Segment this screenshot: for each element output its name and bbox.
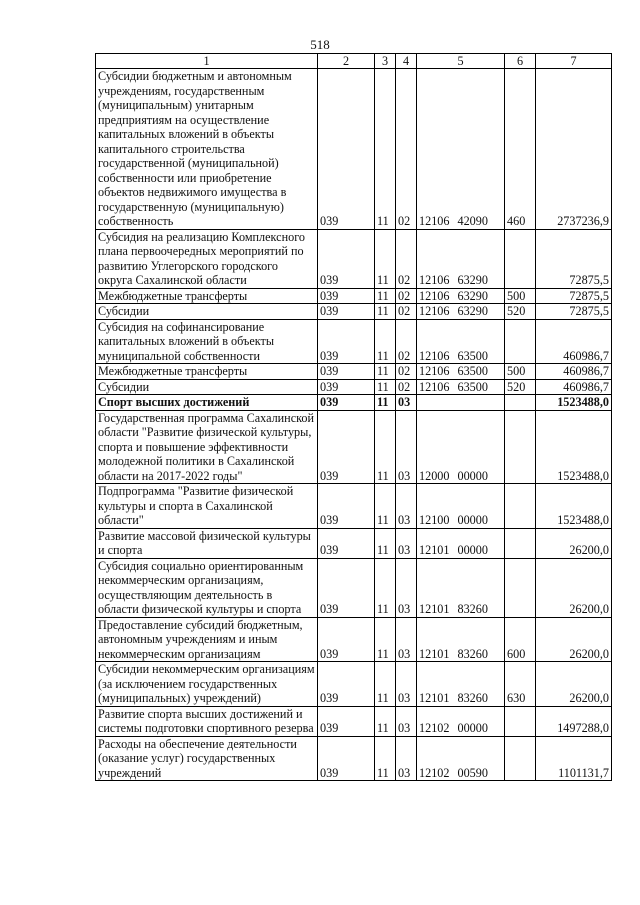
- section-code: 11: [375, 410, 396, 484]
- header-cell: 2: [318, 54, 375, 69]
- target-article-code: [417, 379, 505, 395]
- subsection-code: 03: [396, 662, 417, 707]
- ministry-code: 039: [318, 379, 375, 395]
- expense-type-code: [505, 736, 536, 781]
- sum-value: 460986,7: [536, 319, 612, 364]
- sum-value: 26200,0: [536, 662, 612, 707]
- target-article-code: [417, 288, 505, 304]
- table-row: [96, 558, 612, 617]
- sum-value: 72875,5: [536, 288, 612, 304]
- target-article-code: [417, 319, 505, 364]
- section-code: 11: [375, 364, 396, 380]
- item-name: Развитие массовой физической культуры и спорта: [96, 528, 318, 558]
- sum-value: 460986,7: [536, 364, 612, 380]
- table-row: [96, 319, 612, 364]
- program-code: 12106: [419, 379, 450, 394]
- header-cell: 5: [417, 54, 505, 69]
- subsection-code: 02: [396, 319, 417, 364]
- direction-code: 00000: [457, 721, 488, 735]
- target-article-code: [417, 304, 505, 320]
- expense-type-code: [505, 528, 536, 558]
- direction-code: 63500: [457, 348, 488, 363]
- item-name: Расходы на обеспечение деятельности (оказание услуг) государственных учреждений: [96, 736, 318, 781]
- expense-type-code: 520: [505, 304, 536, 320]
- ministry-code: 039: [318, 736, 375, 781]
- section-code: 11: [375, 288, 396, 304]
- program-code: 12000: [419, 468, 450, 483]
- direction-code: 63290: [457, 273, 488, 287]
- table-row: [96, 484, 612, 529]
- expense-type-code: [505, 319, 536, 364]
- target-article-code: [417, 395, 505, 411]
- expense-type-code: 600: [505, 617, 536, 662]
- ministry-code: 039: [318, 662, 375, 707]
- section-code: 11: [375, 706, 396, 736]
- ministry-code: 039: [318, 288, 375, 304]
- direction-code: 00000: [457, 468, 488, 483]
- section-code: 11: [375, 319, 396, 364]
- sum-value: 26200,0: [536, 617, 612, 662]
- table-row: [96, 364, 612, 380]
- item-name: Субсидии: [96, 304, 318, 320]
- ministry-code: 039: [318, 528, 375, 558]
- expense-type-code: 460: [505, 69, 536, 230]
- program-code: 12106: [419, 364, 450, 378]
- subsection-code: 03: [396, 617, 417, 662]
- ministry-code: 039: [318, 484, 375, 529]
- item-name: Субсидия на софинансирование капитальных вложений в объекты муниципальной собственности: [96, 319, 318, 364]
- sum-value: 1497288,0: [536, 706, 612, 736]
- item-name: Развитие спорта высших достижений и системы подготовки спортивного резерва: [96, 706, 318, 736]
- table-row: [96, 229, 612, 288]
- ministry-code: 039: [318, 304, 375, 320]
- expense-type-code: 500: [505, 288, 536, 304]
- item-name: Субсидии некоммерческим организациям (за исключением государственных (муниципальных) учреждений): [96, 662, 318, 707]
- subsection-code: 03: [396, 706, 417, 736]
- table-row: [96, 410, 612, 484]
- direction-code: 00000: [457, 543, 488, 557]
- header-cell: 7: [536, 54, 612, 69]
- target-article-code: [417, 706, 505, 736]
- program-code: 12106: [419, 348, 450, 363]
- program-code: 12102: [419, 765, 450, 780]
- section-code: 11: [375, 229, 396, 288]
- program-code: 12101: [419, 691, 450, 705]
- ministry-code: 039: [318, 395, 375, 411]
- subsection-code: 03: [396, 484, 417, 529]
- table-row: [96, 736, 612, 781]
- table-row: [96, 69, 612, 230]
- direction-code: 42090: [457, 214, 488, 228]
- subsection-code: 03: [396, 558, 417, 617]
- item-name: Межбюджетные трансферты: [96, 288, 318, 304]
- target-article-code: [417, 410, 505, 484]
- target-article-code: [417, 229, 505, 288]
- expense-type-code: [505, 706, 536, 736]
- section-code: 11: [375, 528, 396, 558]
- target-article-code: [417, 69, 505, 230]
- section-code: 11: [375, 736, 396, 781]
- section-code: 11: [375, 395, 396, 411]
- program-code: 12106: [419, 288, 450, 303]
- table-row: [96, 662, 612, 707]
- item-name: Субсидии бюджетным и автономным учреждениям, государственным (муниципальным) унитарным предприятиям на осуществление капитальных вложений в объекты капитального строительства государственной (муниципальной) собственности или приобретение объектов недвижимого имущества в государственную (муниципальную) собственность: [96, 69, 318, 230]
- direction-code: 83260: [457, 602, 488, 616]
- direction-code: 63500: [457, 364, 488, 378]
- subsection-code: 03: [396, 528, 417, 558]
- expense-type-code: 520: [505, 379, 536, 395]
- item-name: Субсидия на реализацию Комплексного плана первоочередных мероприятий по развитию Углегорского городского округа Сахалинской области: [96, 229, 318, 288]
- direction-code: 00000: [457, 513, 488, 527]
- sum-value: 26200,0: [536, 558, 612, 617]
- sum-value: 72875,5: [536, 229, 612, 288]
- item-name: Спорт высших достижений: [96, 395, 318, 411]
- table-row-section-total: [96, 395, 612, 411]
- target-article-code: [417, 617, 505, 662]
- section-code: 11: [375, 662, 396, 707]
- header-cell: 6: [505, 54, 536, 69]
- direction-code: 63500: [457, 379, 488, 394]
- program-code: 12106: [419, 273, 450, 287]
- ministry-code: 039: [318, 364, 375, 380]
- ministry-code: 039: [318, 69, 375, 230]
- section-code: 11: [375, 617, 396, 662]
- expense-type-code: [505, 558, 536, 617]
- ministry-code: 039: [318, 617, 375, 662]
- target-article-code: [417, 736, 505, 781]
- expense-type-code: 500: [505, 364, 536, 380]
- program-code: 12102: [419, 721, 450, 735]
- section-code: 11: [375, 69, 396, 230]
- program-code: 12101: [419, 543, 450, 557]
- direction-code: 00590: [457, 765, 488, 780]
- expense-type-code: [505, 484, 536, 529]
- item-name: Предоставление субсидий бюджетным, автономным учреждениям и иным некоммерческим организациям: [96, 617, 318, 662]
- sum-value: 1523488,0: [536, 410, 612, 484]
- program-code: 12106: [419, 304, 450, 318]
- sum-value: 2737236,9: [536, 69, 612, 230]
- table-row: [96, 288, 612, 304]
- item-name: Государственная программа Сахалинской области "Развитие физической культуры, спорта и повышение эффективности молодежной политики в Сахалинской области на 2017-2022 годы": [96, 410, 318, 484]
- item-name: Подпрограмма "Развитие физической культуры и спорта в Сахалинской области": [96, 484, 318, 529]
- section-code: 11: [375, 304, 396, 320]
- direction-code: 83260: [457, 691, 488, 705]
- expense-type-code: [505, 229, 536, 288]
- direction-code: 83260: [457, 646, 488, 661]
- target-article-code: [417, 558, 505, 617]
- target-article-code: [417, 484, 505, 529]
- header-cell: 4: [396, 54, 417, 69]
- subsection-code: 02: [396, 304, 417, 320]
- section-code: 11: [375, 484, 396, 529]
- budget-table: [95, 53, 612, 781]
- subsection-code: 02: [396, 288, 417, 304]
- sum-value: 1101131,7: [536, 736, 612, 781]
- sum-value: 26200,0: [536, 528, 612, 558]
- ministry-code: 039: [318, 558, 375, 617]
- ministry-code: 039: [318, 319, 375, 364]
- ministry-code: 039: [318, 706, 375, 736]
- subsection-code: 02: [396, 69, 417, 230]
- subsection-code: 03: [396, 736, 417, 781]
- program-code: 12101: [419, 646, 450, 661]
- expense-type-code: [505, 395, 536, 411]
- program-code: 12100: [419, 513, 450, 527]
- table-row: [96, 379, 612, 395]
- expense-type-code: [505, 410, 536, 484]
- subsection-code: 03: [396, 410, 417, 484]
- target-article-code: [417, 662, 505, 707]
- sum-value: 460986,7: [536, 379, 612, 395]
- section-code: 11: [375, 379, 396, 395]
- section-code: 11: [375, 558, 396, 617]
- header-cell: 3: [375, 54, 396, 69]
- table-row: [96, 706, 612, 736]
- item-name: Субсидии: [96, 379, 318, 395]
- target-article-code: [417, 528, 505, 558]
- program-code: 12106: [419, 214, 450, 228]
- table-row: [96, 617, 612, 662]
- subsection-code: 02: [396, 229, 417, 288]
- direction-code: 63290: [457, 288, 488, 303]
- direction-code: 63290: [457, 304, 488, 318]
- expense-type-code: 630: [505, 662, 536, 707]
- ministry-code: 039: [318, 229, 375, 288]
- header-row: [96, 54, 612, 69]
- subsection-code: 03: [396, 395, 417, 411]
- sum-value: 72875,5: [536, 304, 612, 320]
- item-name: Межбюджетные трансферты: [96, 364, 318, 380]
- target-article-code: [417, 364, 505, 380]
- table-row: [96, 304, 612, 320]
- sum-value: 1523488,0: [536, 395, 612, 411]
- table-row: [96, 528, 612, 558]
- program-code: 12101: [419, 602, 450, 616]
- subsection-code: 02: [396, 364, 417, 380]
- sum-value: 1523488,0: [536, 484, 612, 529]
- ministry-code: 039: [318, 410, 375, 484]
- item-name: Субсидия социально ориентированным некоммерческим организациям, осуществляющим деятельность в области физической культуры и спорта: [96, 558, 318, 617]
- page-number: 518: [310, 37, 330, 52]
- subsection-code: 02: [396, 379, 417, 395]
- header-cell: 1: [96, 54, 318, 69]
